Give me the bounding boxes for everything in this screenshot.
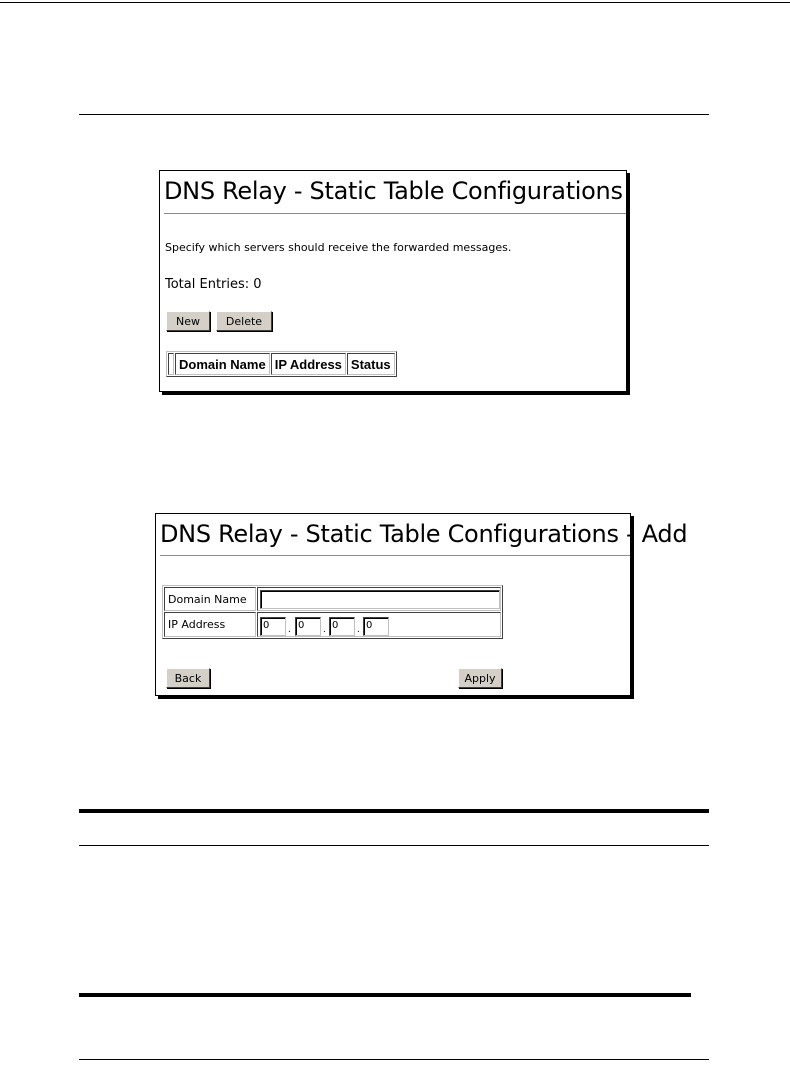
select-column-header bbox=[168, 353, 174, 375]
description-text: Specify which servers should receive the forwarded messages. bbox=[165, 241, 512, 254]
thin-rule-1 bbox=[79, 845, 709, 846]
domain-name-label: Domain Name bbox=[164, 587, 256, 611]
domain-name-input[interactable] bbox=[260, 590, 500, 609]
ip-address-column-header: IP Address bbox=[271, 353, 346, 375]
ip-octet-1-input[interactable]: 0 bbox=[260, 617, 286, 636]
static-table bbox=[166, 351, 397, 377]
add-page-title: DNS Relay - Static Table Configurations - Add bbox=[160, 520, 688, 548]
delete-button[interactable]: Delete bbox=[216, 311, 272, 331]
ip-octet-3-input[interactable]: 0 bbox=[329, 617, 355, 636]
apply-button[interactable]: Apply bbox=[458, 668, 502, 688]
ip-dot-2: . bbox=[323, 624, 326, 635]
ip-dot-1: . bbox=[288, 624, 291, 635]
ip-address-label: IP Address bbox=[164, 612, 256, 637]
title-divider bbox=[164, 213, 626, 214]
new-button[interactable]: New bbox=[166, 311, 210, 331]
ip-octet-2-input[interactable]: 0 bbox=[295, 617, 321, 636]
section-rule bbox=[79, 114, 709, 115]
thick-rule-2 bbox=[79, 993, 691, 997]
total-entries: Total Entries: 0 bbox=[165, 277, 262, 292]
table-header-row bbox=[168, 353, 395, 375]
ip-octet-4-input[interactable]: 0 bbox=[363, 617, 389, 636]
status-column-header: Status bbox=[347, 353, 395, 375]
domain-name-column-header: Domain Name bbox=[175, 353, 270, 375]
thin-rule-2 bbox=[79, 1059, 709, 1060]
page-title: DNS Relay - Static Table Configurations bbox=[164, 177, 623, 205]
ip-dot-3: . bbox=[357, 624, 360, 635]
top-rule bbox=[0, 2, 790, 3]
thick-rule-1 bbox=[79, 809, 709, 813]
back-button[interactable]: Back bbox=[166, 668, 210, 688]
static-table-panel bbox=[159, 170, 627, 392]
static-table-add-panel bbox=[155, 513, 688, 696]
add-title-divider bbox=[160, 555, 630, 556]
